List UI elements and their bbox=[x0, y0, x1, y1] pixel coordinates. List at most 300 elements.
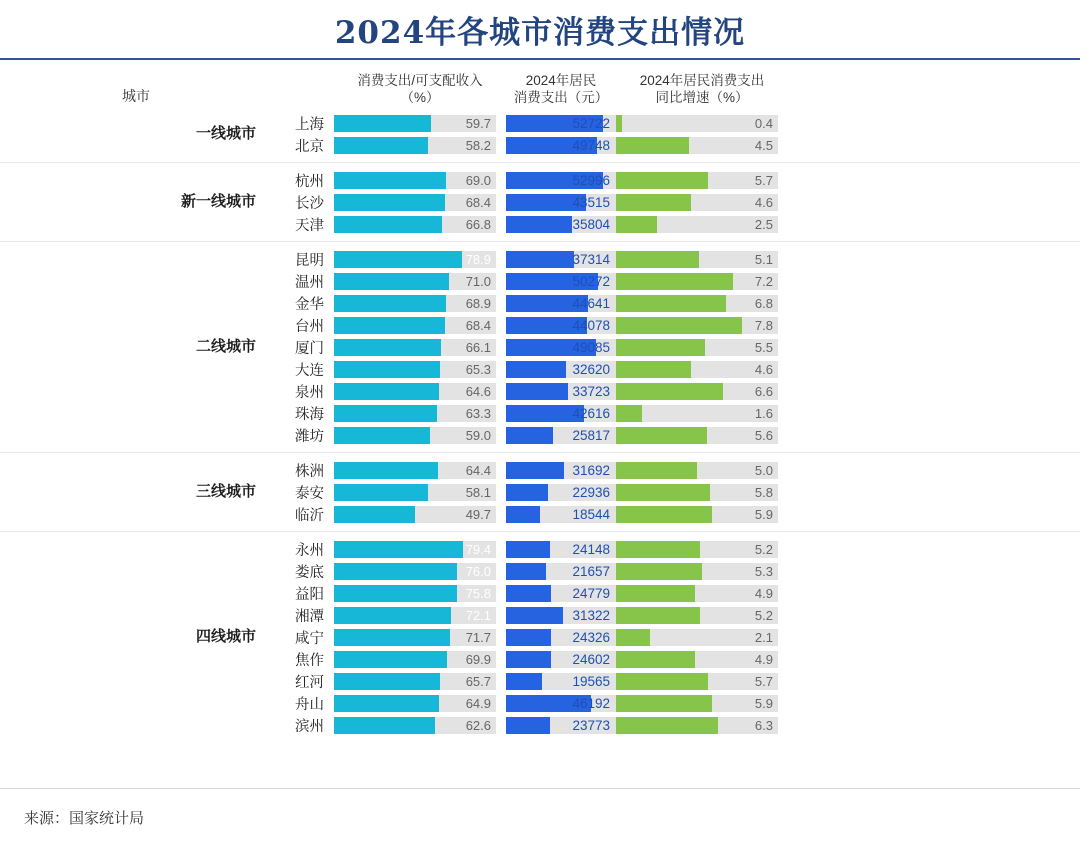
expenditure-value: 42616 bbox=[506, 405, 616, 422]
table-row bbox=[272, 692, 788, 714]
growth-bar-fill bbox=[616, 273, 733, 290]
growth-bar-fill bbox=[616, 137, 689, 154]
ratio-bar-fill bbox=[334, 137, 428, 154]
growth-bar-fill bbox=[616, 607, 700, 624]
ratio-value: 65.7 bbox=[465, 673, 491, 689]
table-row bbox=[272, 380, 788, 402]
table-row bbox=[272, 213, 788, 235]
ratio-bar-cell bbox=[334, 317, 496, 334]
growth-bar-fill bbox=[616, 462, 697, 479]
growth-bar-fill bbox=[616, 194, 691, 211]
table-row bbox=[272, 459, 788, 481]
tier-label-line: 城市 bbox=[225, 125, 256, 142]
growth-bar-cell bbox=[616, 273, 778, 290]
ratio-bar-cell bbox=[334, 484, 496, 501]
growth-bar-cell bbox=[616, 673, 778, 690]
expenditure-value: 52996 bbox=[506, 172, 616, 189]
growth-value: 4.5 bbox=[754, 137, 773, 153]
city-name: 红河 bbox=[295, 674, 324, 691]
ratio-value: 68.4 bbox=[465, 317, 491, 333]
city-name: 娄底 bbox=[295, 564, 324, 581]
growth-bar-cell bbox=[616, 317, 778, 334]
expenditure-value: 50272 bbox=[506, 273, 616, 290]
header-ratio-line2: （%） bbox=[400, 90, 440, 105]
city-name: 天津 bbox=[295, 217, 324, 234]
expenditure-bar-fill bbox=[506, 462, 564, 479]
expenditure-value: 44078 bbox=[506, 317, 616, 334]
growth-bar-cell bbox=[616, 361, 778, 378]
growth-bar-fill bbox=[616, 251, 699, 268]
growth-bar-cell bbox=[616, 484, 778, 501]
ratio-value: 59.7 bbox=[465, 115, 491, 131]
growth-bar-cell bbox=[616, 651, 778, 668]
ratio-bar-fill bbox=[334, 383, 439, 400]
city-tier-group bbox=[0, 538, 1080, 736]
growth-value: 2.5 bbox=[754, 216, 773, 232]
ratio-value: 66.1 bbox=[465, 339, 491, 355]
growth-bar-fill bbox=[616, 506, 712, 523]
tier-label bbox=[0, 459, 272, 525]
growth-bar-cell bbox=[616, 462, 778, 479]
city-tier-group bbox=[0, 112, 1080, 156]
ratio-bar-fill bbox=[334, 317, 445, 334]
table-row bbox=[272, 292, 788, 314]
expenditure-value: 31322 bbox=[506, 607, 616, 624]
table-row bbox=[272, 402, 788, 424]
table-row bbox=[272, 648, 788, 670]
growth-value: 2.1 bbox=[754, 629, 773, 645]
growth-value: 5.5 bbox=[754, 339, 773, 355]
expenditure-value: 35804 bbox=[506, 216, 616, 233]
city-name: 临沂 bbox=[295, 507, 324, 524]
ratio-value: 64.6 bbox=[465, 383, 491, 399]
ratio-value: 62.6 bbox=[465, 717, 491, 733]
growth-bar-cell bbox=[616, 295, 778, 312]
ratio-value: 79.4 bbox=[465, 541, 491, 557]
growth-bar-cell bbox=[616, 383, 778, 400]
ratio-value: 69.9 bbox=[465, 651, 491, 667]
header-expenditure-line2: 消费支出（元） bbox=[513, 90, 609, 105]
ratio-value: 76.0 bbox=[465, 563, 491, 579]
ratio-bar-cell bbox=[334, 673, 496, 690]
growth-value: 4.6 bbox=[754, 194, 773, 210]
table-row bbox=[272, 134, 788, 156]
ratio-bar-fill bbox=[334, 216, 442, 233]
ratio-bar-cell bbox=[334, 194, 496, 211]
growth-bar-fill bbox=[616, 673, 708, 690]
growth-bar-fill bbox=[616, 541, 700, 558]
city-name: 厦门 bbox=[295, 340, 324, 357]
ratio-bar-cell bbox=[334, 462, 496, 479]
tier-label bbox=[0, 112, 272, 156]
expenditure-bar-fill bbox=[506, 216, 572, 233]
expenditure-value: 22936 bbox=[506, 484, 616, 501]
table-row bbox=[272, 670, 788, 692]
expenditure-value: 23773 bbox=[506, 717, 616, 734]
ratio-bar-cell bbox=[334, 717, 496, 734]
header-growth-line2: 同比增速（%） bbox=[655, 90, 749, 105]
ratio-value: 58.1 bbox=[465, 484, 491, 500]
chart-rows bbox=[0, 112, 1080, 736]
expenditure-bar-fill bbox=[506, 585, 551, 602]
growth-value: 6.3 bbox=[754, 717, 773, 733]
expenditure-bar-fill bbox=[506, 115, 603, 132]
ratio-bar-cell bbox=[334, 541, 496, 558]
growth-bar-fill bbox=[616, 295, 726, 312]
page-title: 2024年各城市消费支出情况 bbox=[334, 14, 746, 51]
growth-bar-fill bbox=[616, 563, 702, 580]
table-row bbox=[272, 248, 788, 270]
table-row bbox=[272, 604, 788, 626]
expenditure-value: 24148 bbox=[506, 541, 616, 558]
city-name: 杭州 bbox=[295, 173, 324, 190]
ratio-bar-fill bbox=[334, 172, 446, 189]
growth-bar-fill bbox=[616, 383, 723, 400]
city-name: 昆明 bbox=[295, 252, 324, 269]
ratio-bar-cell bbox=[334, 273, 496, 290]
expenditure-bar-fill bbox=[506, 506, 540, 523]
growth-value: 5.7 bbox=[754, 172, 773, 188]
table-row bbox=[272, 112, 788, 134]
growth-bar-fill bbox=[616, 585, 695, 602]
ratio-bar-fill bbox=[334, 629, 450, 646]
city-name: 舟山 bbox=[295, 696, 324, 713]
growth-value: 5.9 bbox=[754, 695, 773, 711]
growth-value: 6.6 bbox=[754, 383, 773, 399]
table-row bbox=[272, 336, 788, 358]
ratio-value: 68.4 bbox=[465, 194, 491, 210]
tier-label bbox=[0, 169, 272, 235]
expenditure-value: 33723 bbox=[506, 383, 616, 400]
ratio-bar-cell bbox=[334, 405, 496, 422]
ratio-bar-cell bbox=[334, 506, 496, 523]
growth-bar-cell bbox=[616, 405, 778, 422]
expenditure-value: 46192 bbox=[506, 695, 616, 712]
ratio-bar-cell bbox=[334, 251, 496, 268]
ratio-bar-cell bbox=[334, 172, 496, 189]
expenditure-value: 31692 bbox=[506, 462, 616, 479]
ratio-bar-fill bbox=[334, 563, 457, 580]
ratio-bar-cell bbox=[334, 361, 496, 378]
growth-bar-cell bbox=[616, 427, 778, 444]
expenditure-bar-fill bbox=[506, 339, 596, 356]
expenditure-bar-fill bbox=[506, 717, 550, 734]
growth-bar-fill bbox=[616, 172, 708, 189]
ratio-bar-fill bbox=[334, 585, 457, 602]
table-row bbox=[272, 358, 788, 380]
ratio-bar-fill bbox=[334, 462, 438, 479]
header-spacer bbox=[272, 72, 334, 106]
growth-bar-cell bbox=[616, 541, 778, 558]
city-name: 温州 bbox=[295, 274, 324, 291]
growth-bar-cell bbox=[616, 695, 778, 712]
group-divider bbox=[0, 162, 1080, 163]
table-row bbox=[272, 270, 788, 292]
growth-value: 6.8 bbox=[754, 295, 773, 311]
city-name: 上海 bbox=[295, 116, 324, 133]
expenditure-value: 49085 bbox=[506, 339, 616, 356]
expenditure-value: 19565 bbox=[506, 673, 616, 690]
ratio-bar-fill bbox=[334, 115, 431, 132]
table-row bbox=[272, 582, 788, 604]
expenditure-bar-fill bbox=[506, 137, 597, 154]
header-expenditure-line1: 2024年居民 bbox=[525, 73, 597, 88]
growth-bar-cell bbox=[616, 629, 778, 646]
ratio-bar-cell bbox=[334, 115, 496, 132]
source-text: 来源：国家统计局 bbox=[24, 809, 145, 827]
chart-area bbox=[0, 72, 1080, 736]
growth-bar-cell bbox=[616, 115, 778, 132]
growth-value: 4.9 bbox=[754, 585, 773, 601]
growth-bar-cell bbox=[616, 607, 778, 624]
expenditure-bar-fill bbox=[506, 695, 591, 712]
growth-value: 1.6 bbox=[754, 405, 773, 421]
ratio-bar-fill bbox=[334, 607, 451, 624]
group-divider bbox=[0, 452, 1080, 453]
growth-bar-fill bbox=[616, 361, 691, 378]
growth-bar-fill bbox=[616, 717, 718, 734]
ratio-value: 49.7 bbox=[465, 506, 491, 522]
city-name: 永州 bbox=[295, 542, 324, 559]
expenditure-value: 24602 bbox=[506, 651, 616, 668]
expenditure-bar-fill bbox=[506, 273, 598, 290]
header-growth-line1: 2024年居民消费支出 bbox=[639, 73, 765, 88]
expenditure-bar-fill bbox=[506, 405, 584, 422]
growth-bar-fill bbox=[616, 427, 707, 444]
expenditure-bar-fill bbox=[506, 629, 551, 646]
growth-value: 0.4 bbox=[754, 115, 773, 131]
expenditure-bar-fill bbox=[506, 607, 563, 624]
ratio-bar-fill bbox=[334, 194, 445, 211]
expenditure-value: 32620 bbox=[506, 361, 616, 378]
growth-bar-cell bbox=[616, 216, 778, 233]
header-city bbox=[0, 88, 272, 106]
ratio-bar-fill bbox=[334, 295, 446, 312]
growth-bar-cell bbox=[616, 339, 778, 356]
city-tier-group bbox=[0, 169, 1080, 235]
table-row bbox=[272, 626, 788, 648]
growth-value: 5.1 bbox=[754, 251, 773, 267]
ratio-bar-fill bbox=[334, 651, 447, 668]
tier-label-line: 三线 bbox=[195, 483, 226, 500]
city-tier-group bbox=[0, 459, 1080, 525]
table-row bbox=[272, 481, 788, 503]
ratio-bar-fill bbox=[334, 361, 440, 378]
growth-bar-fill bbox=[616, 695, 712, 712]
expenditure-bar-fill bbox=[506, 317, 587, 334]
expenditure-value: 37314 bbox=[506, 251, 616, 268]
ratio-bar-cell bbox=[334, 137, 496, 154]
city-name: 台州 bbox=[295, 318, 324, 335]
ratio-bar-cell bbox=[334, 295, 496, 312]
ratio-bar-fill bbox=[334, 541, 463, 558]
growth-value: 5.8 bbox=[754, 484, 773, 500]
ratio-value: 78.9 bbox=[465, 251, 491, 267]
expenditure-bar-fill bbox=[506, 172, 603, 189]
group-divider bbox=[0, 241, 1080, 242]
ratio-bar-fill bbox=[334, 339, 441, 356]
growth-bar-cell bbox=[616, 717, 778, 734]
growth-value: 5.6 bbox=[754, 427, 773, 443]
expenditure-bar-fill bbox=[506, 427, 553, 444]
table-row bbox=[272, 560, 788, 582]
city-name: 滨州 bbox=[295, 718, 324, 735]
table-row bbox=[272, 714, 788, 736]
growth-bar-fill bbox=[616, 629, 650, 646]
expenditure-bar-fill bbox=[506, 295, 588, 312]
growth-bar-fill bbox=[616, 484, 710, 501]
ratio-bar-fill bbox=[334, 695, 439, 712]
ratio-value: 71.0 bbox=[465, 273, 491, 289]
expenditure-bar-fill bbox=[506, 651, 551, 668]
ratio-bar-fill bbox=[334, 717, 435, 734]
header-ratio bbox=[334, 72, 506, 106]
header-city-label: 城市 bbox=[122, 88, 150, 104]
city-name: 益阳 bbox=[295, 586, 324, 603]
growth-value: 4.6 bbox=[754, 361, 773, 377]
city-name: 株洲 bbox=[295, 463, 324, 480]
ratio-bar-cell bbox=[334, 695, 496, 712]
ratio-bar-fill bbox=[334, 484, 428, 501]
growth-value: 7.8 bbox=[754, 317, 773, 333]
city-name: 珠海 bbox=[295, 406, 324, 423]
table-row bbox=[272, 191, 788, 213]
growth-value: 5.2 bbox=[754, 607, 773, 623]
growth-bar-cell bbox=[616, 585, 778, 602]
table-row bbox=[272, 169, 788, 191]
table-row bbox=[272, 314, 788, 336]
city-tier-group bbox=[0, 248, 1080, 446]
expenditure-bar-fill bbox=[506, 383, 568, 400]
growth-value: 5.2 bbox=[754, 541, 773, 557]
ratio-value: 71.7 bbox=[465, 629, 491, 645]
ratio-value: 75.8 bbox=[465, 585, 491, 601]
expenditure-bar-fill bbox=[506, 194, 586, 211]
ratio-value: 65.3 bbox=[465, 361, 491, 377]
table-row bbox=[272, 424, 788, 446]
expenditure-bar-fill bbox=[506, 484, 548, 501]
expenditure-value: 25817 bbox=[506, 427, 616, 444]
expenditure-value: 44641 bbox=[506, 295, 616, 312]
growth-value: 5.3 bbox=[754, 563, 773, 579]
ratio-bar-fill bbox=[334, 251, 462, 268]
city-name: 大连 bbox=[295, 362, 324, 379]
city-name: 泉州 bbox=[295, 384, 324, 401]
ratio-value: 64.9 bbox=[465, 695, 491, 711]
city-name: 湘潭 bbox=[295, 608, 324, 625]
ratio-bar-cell bbox=[334, 383, 496, 400]
expenditure-bar-fill bbox=[506, 563, 546, 580]
ratio-value: 72.1 bbox=[465, 607, 491, 623]
growth-value: 4.9 bbox=[754, 651, 773, 667]
growth-bar-cell bbox=[616, 137, 778, 154]
city-name: 潍坊 bbox=[295, 428, 324, 445]
expenditure-bar-fill bbox=[506, 251, 574, 268]
header-ratio-line1: 消费支出/可支配收入 bbox=[357, 73, 483, 88]
growth-bar-fill bbox=[616, 216, 657, 233]
tier-label-line: 新一线 bbox=[180, 193, 226, 210]
title-bar bbox=[0, 0, 1080, 60]
expenditure-bar-fill bbox=[506, 541, 550, 558]
expenditure-value: 43515 bbox=[506, 194, 616, 211]
ratio-bar-cell bbox=[334, 607, 496, 624]
tier-label-line: 城市 bbox=[225, 483, 256, 500]
expenditure-bar-fill bbox=[506, 673, 542, 690]
growth-bar-fill bbox=[616, 115, 622, 132]
ratio-bar-cell bbox=[334, 216, 496, 233]
ratio-bar-cell bbox=[334, 563, 496, 580]
growth-value: 7.2 bbox=[754, 273, 773, 289]
ratio-bar-cell bbox=[334, 339, 496, 356]
growth-value: 5.7 bbox=[754, 673, 773, 689]
ratio-value: 64.4 bbox=[465, 462, 491, 478]
growth-bar-fill bbox=[616, 405, 642, 422]
expenditure-value: 18544 bbox=[506, 506, 616, 523]
group-divider bbox=[0, 531, 1080, 532]
header-growth bbox=[616, 72, 788, 106]
growth-value: 5.0 bbox=[754, 462, 773, 478]
ratio-bar-cell bbox=[334, 629, 496, 646]
growth-bar-cell bbox=[616, 172, 778, 189]
table-row bbox=[272, 503, 788, 525]
tier-label-line: 二线 bbox=[195, 338, 226, 355]
growth-bar-cell bbox=[616, 506, 778, 523]
bar-track bbox=[616, 115, 778, 132]
ratio-value: 69.0 bbox=[465, 172, 491, 188]
tier-label-line: 一线 bbox=[195, 125, 226, 142]
expenditure-value: 52722 bbox=[506, 115, 616, 132]
table-row bbox=[272, 538, 788, 560]
ratio-value: 59.0 bbox=[465, 427, 491, 443]
growth-bar-fill bbox=[616, 339, 705, 356]
tier-label-line: 城市 bbox=[225, 193, 256, 210]
tier-label-line: 城市 bbox=[225, 338, 256, 355]
growth-value: 5.9 bbox=[754, 506, 773, 522]
ratio-value: 63.3 bbox=[465, 405, 491, 421]
ratio-bar-fill bbox=[334, 273, 449, 290]
city-name: 焦作 bbox=[295, 652, 324, 669]
header-expenditure bbox=[506, 72, 616, 106]
ratio-bar-fill bbox=[334, 427, 430, 444]
ratio-value: 58.2 bbox=[465, 137, 491, 153]
ratio-bar-fill bbox=[334, 673, 440, 690]
ratio-bar-cell bbox=[334, 427, 496, 444]
tier-label bbox=[0, 248, 272, 446]
ratio-bar-cell bbox=[334, 651, 496, 668]
city-name: 长沙 bbox=[295, 195, 324, 212]
growth-bar-cell bbox=[616, 251, 778, 268]
growth-bar-fill bbox=[616, 651, 695, 668]
city-name: 咸宁 bbox=[295, 630, 324, 647]
ratio-bar-fill bbox=[334, 405, 437, 422]
expenditure-value: 21657 bbox=[506, 563, 616, 580]
city-name: 金华 bbox=[295, 296, 324, 313]
tier-label-line: 城市 bbox=[225, 628, 256, 645]
growth-bar-cell bbox=[616, 563, 778, 580]
ratio-value: 68.9 bbox=[465, 295, 491, 311]
growth-bar-cell bbox=[616, 194, 778, 211]
ratio-bar-fill bbox=[334, 506, 415, 523]
source-footer bbox=[0, 788, 1080, 845]
tier-label-line: 四线 bbox=[195, 628, 226, 645]
ratio-bar-cell bbox=[334, 585, 496, 602]
expenditure-value: 24326 bbox=[506, 629, 616, 646]
city-name: 北京 bbox=[295, 138, 324, 155]
expenditure-value: 24779 bbox=[506, 585, 616, 602]
expenditure-bar-fill bbox=[506, 361, 566, 378]
expenditure-value: 49748 bbox=[506, 137, 616, 154]
growth-bar-fill bbox=[616, 317, 742, 334]
